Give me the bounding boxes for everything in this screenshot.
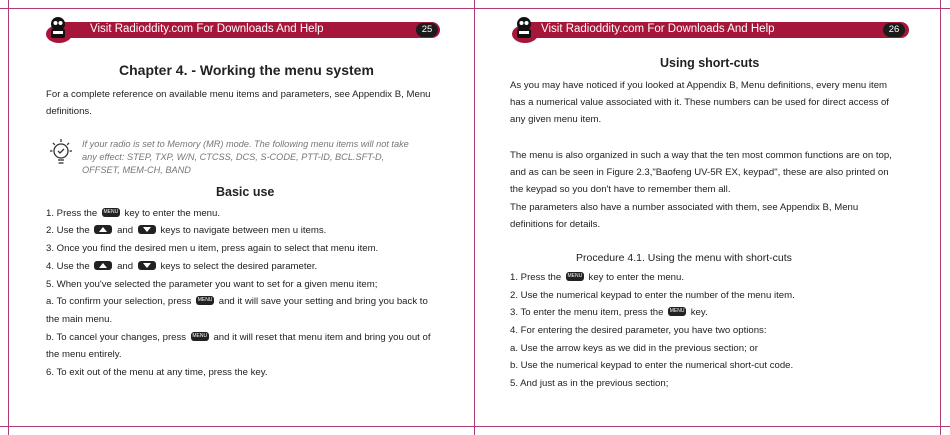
step-1 bbox=[46, 208, 220, 219]
step-6: 6. To exit out of the menu at any time, press the key. bbox=[46, 367, 268, 378]
step-3: 3. Once you find the desired men u item, press again to select that menu item. bbox=[46, 243, 379, 254]
step-5: 5. When you've selected the parameter you want to set for a given menu item; bbox=[46, 279, 378, 290]
up-arrow-key-icon bbox=[94, 261, 112, 270]
step-4: 4. For entering the desired parameter, you have two options: bbox=[510, 325, 767, 336]
down-arrow-key-icon bbox=[138, 261, 156, 270]
step-text: key to enter the menu. bbox=[124, 208, 221, 219]
step-1 bbox=[510, 272, 684, 283]
section-title: Using short-cuts bbox=[660, 56, 760, 70]
paragraph-line: The menu is also organized in such a way that the ten most common functions are on top, bbox=[510, 150, 892, 161]
step-a bbox=[46, 296, 428, 307]
radio-logo-icon bbox=[510, 14, 540, 44]
banner-text: Visit Radioddity.com For Downloads And Help bbox=[541, 23, 775, 35]
lightbulb-tip-icon bbox=[48, 137, 74, 167]
up-arrow-key-icon bbox=[94, 225, 112, 234]
down-arrow-key-icon bbox=[138, 225, 156, 234]
step-text: and bbox=[117, 225, 134, 236]
intro-line: For a complete reference on available menu items and parameters, see Appendix B, Menu bbox=[46, 89, 431, 100]
step-a: a. Use the arrow keys as we did in the previous section; or bbox=[510, 343, 758, 354]
step-text: 1. Press the bbox=[510, 272, 562, 283]
menu-key-icon: MENU bbox=[192, 332, 208, 339]
step-2 bbox=[46, 225, 326, 236]
step-text: 1. Press the bbox=[46, 208, 98, 219]
page-number: 25 bbox=[416, 23, 438, 37]
note-line: OFFSET, MEM-CH, BAND bbox=[82, 165, 191, 175]
intro-line: definitions. bbox=[46, 106, 92, 117]
paragraph-line: As you may have noticed if you looked at Appendix B, Menu definitions, every menu item bbox=[510, 80, 888, 91]
paragraph-line: The parameters also have a number associated with them, see Appendix B, Menu bbox=[510, 202, 859, 213]
right-page bbox=[474, 0, 950, 435]
note-line: any effect: STEP, TXP, W/N, CTCSS, DCS, S-CODE, PTT-ID, BCL.SFT-D, bbox=[82, 152, 385, 162]
step-text: and it will save your setting and bring you back to bbox=[218, 296, 428, 307]
step-text: a. To confirm your selection, press bbox=[46, 296, 192, 307]
step-text: key to enter the menu. bbox=[588, 272, 685, 283]
procedure-title: Procedure 4.1. Using the menu with short-cuts bbox=[576, 252, 792, 264]
header-banner bbox=[529, 22, 909, 38]
step-text: b. To cancel your changes, press bbox=[46, 332, 187, 343]
step-b bbox=[46, 332, 430, 343]
paragraph-line: the keypad so you don't have to remember them all. bbox=[510, 184, 731, 195]
note-line: If your radio is set to Memory (MR) mode. The following menu items will not take bbox=[82, 139, 409, 149]
step-3 bbox=[510, 307, 708, 318]
chapter-title: Chapter 4. - Working the menu system bbox=[119, 62, 374, 78]
menu-key-icon: MENU bbox=[103, 208, 119, 215]
menu-key-icon: MENU bbox=[567, 272, 583, 279]
step-b: b. Use the numerical keypad to enter the numerical short-cut code. bbox=[510, 360, 794, 371]
step-text: and bbox=[117, 261, 134, 272]
step-5: 5. And just as in the previous section; bbox=[510, 378, 669, 389]
section-title: Basic use bbox=[216, 185, 275, 199]
step-text: 4. Use the bbox=[46, 261, 90, 272]
step-4 bbox=[46, 261, 317, 272]
paragraph-line: definitions for details. bbox=[510, 219, 601, 230]
menu-key-icon: MENU bbox=[669, 307, 685, 314]
banner-text: Visit Radioddity.com For Downloads And Help bbox=[90, 23, 324, 35]
step-text: keys to navigate between men u items. bbox=[160, 225, 327, 236]
step-text: key. bbox=[690, 307, 708, 318]
radio-logo-icon bbox=[44, 14, 74, 44]
step-a-cont: the main menu. bbox=[46, 314, 113, 325]
left-page bbox=[0, 0, 474, 435]
paragraph-line: has a numerical value associated with it. These numbers can be used for direct access of bbox=[510, 97, 889, 108]
step-text: and it will reset that menu item and bring you out of bbox=[213, 332, 431, 343]
page-number: 26 bbox=[883, 23, 905, 37]
paragraph-line: and as can be seen in Figure 2.3,"Baofeng UV-5R EX, keypad", these are also printed on bbox=[510, 167, 889, 178]
paragraph-line: any given menu item. bbox=[510, 114, 602, 125]
step-text: 2. Use the bbox=[46, 225, 90, 236]
step-text: keys to select the desired parameter. bbox=[160, 261, 318, 272]
header-banner bbox=[60, 22, 440, 38]
step-b-cont: the menu entirely. bbox=[46, 349, 122, 360]
menu-key-icon: MENU bbox=[197, 296, 213, 303]
step-2: 2. Use the numerical keypad to enter the number of the menu item. bbox=[510, 290, 795, 301]
step-text: 3. To enter the menu item, press the bbox=[510, 307, 664, 318]
